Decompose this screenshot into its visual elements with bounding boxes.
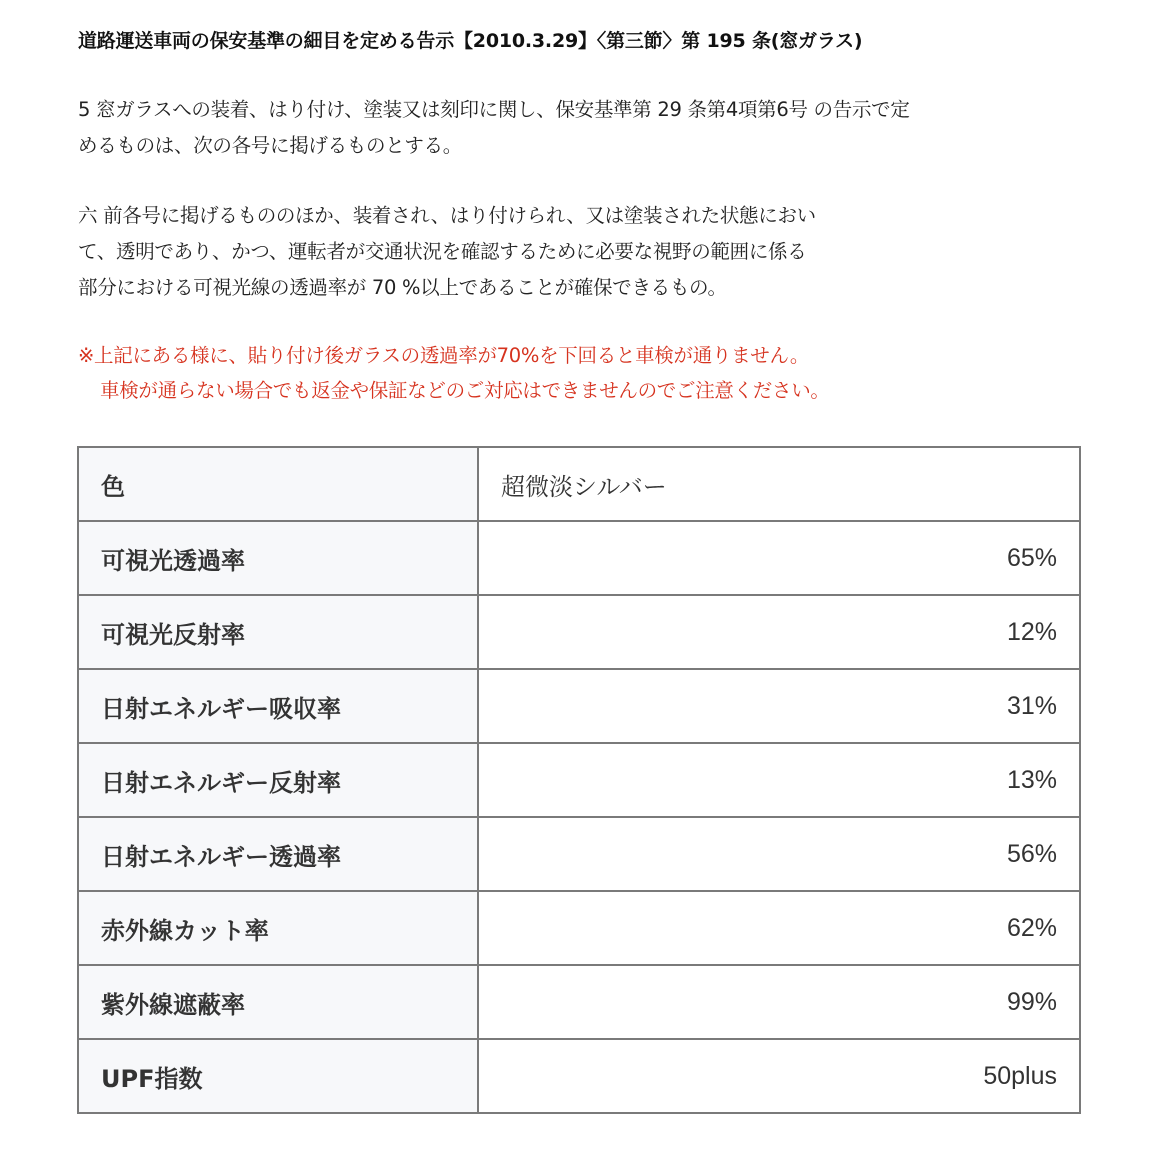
inspection-warning-notice: [78, 338, 1088, 408]
notice-line: ※上記にある様に、貼り付け後ガラスの透過率が70%を下回ると車検が通りません。: [78, 344, 810, 367]
row-label: 紫外線遮蔽率: [78, 965, 478, 1039]
table-row-upf-index: [78, 1039, 1080, 1113]
regulation-item-6: [78, 198, 968, 306]
document-title: 道路運送車両の保安基準の細目を定める告示【2010.3.29】〈第三節〉第 195 条(窓ガラス): [78, 30, 863, 52]
row-label: 赤外線カット率: [78, 891, 478, 965]
row-value: 超微淡シルバー: [478, 447, 1080, 521]
table-row-solar-transmittance: [78, 817, 1080, 891]
row-value: 62%: [478, 891, 1080, 965]
row-value: 13%: [478, 743, 1080, 817]
row-value: 31%: [478, 669, 1080, 743]
paragraph-line: 部分における可視光線の透過率が 70 %以上であることが確保できるもの。: [78, 276, 727, 299]
document-body: [78, 24, 1088, 408]
table-row-solar-reflectance: [78, 743, 1080, 817]
table-row-visible-light-transmittance: [78, 521, 1080, 595]
table-row-visible-light-reflectance: [78, 595, 1080, 669]
paragraph-line: めるものは、次の各号に掲げるものとする。: [78, 134, 463, 157]
row-label: 日射エネルギー吸収率: [78, 669, 478, 743]
row-value: 50plus: [478, 1039, 1080, 1113]
notice-line: 車検が通らない場合でも返金や保証などのご対応はできませんのでご注意ください。: [100, 379, 830, 402]
table-row-solar-absorption: [78, 669, 1080, 743]
row-label: 可視光透過率: [78, 521, 478, 595]
regulation-paragraph-5: [78, 92, 1078, 164]
row-value: 99%: [478, 965, 1080, 1039]
paragraph-line: 5 窓ガラスへの装着、はり付け、塗装又は刻印に関し、保安基準第 29 条第4項第6号 の告示で定: [78, 98, 910, 121]
table-row-uv-shielding: [78, 965, 1080, 1039]
row-value: 12%: [478, 595, 1080, 669]
row-label: UPF指数: [78, 1039, 478, 1113]
table-row-color: [78, 447, 1080, 521]
paragraph-line: て、透明であり、かつ、運転者が交通状況を確認するために必要な視野の範囲に係る: [78, 240, 807, 263]
paragraph-line: 六 前各号に掲げるもののほか、装着され、はり付けられ、又は塗装された状態におい: [78, 204, 816, 227]
row-label: 色: [78, 447, 478, 521]
film-spec-table: [77, 446, 1081, 1114]
row-label: 日射エネルギー透過率: [78, 817, 478, 891]
row-label: 日射エネルギー反射率: [78, 743, 478, 817]
row-value: 56%: [478, 817, 1080, 891]
row-label: 可視光反射率: [78, 595, 478, 669]
row-value: 65%: [478, 521, 1080, 595]
table-row-infrared-cut: [78, 891, 1080, 965]
